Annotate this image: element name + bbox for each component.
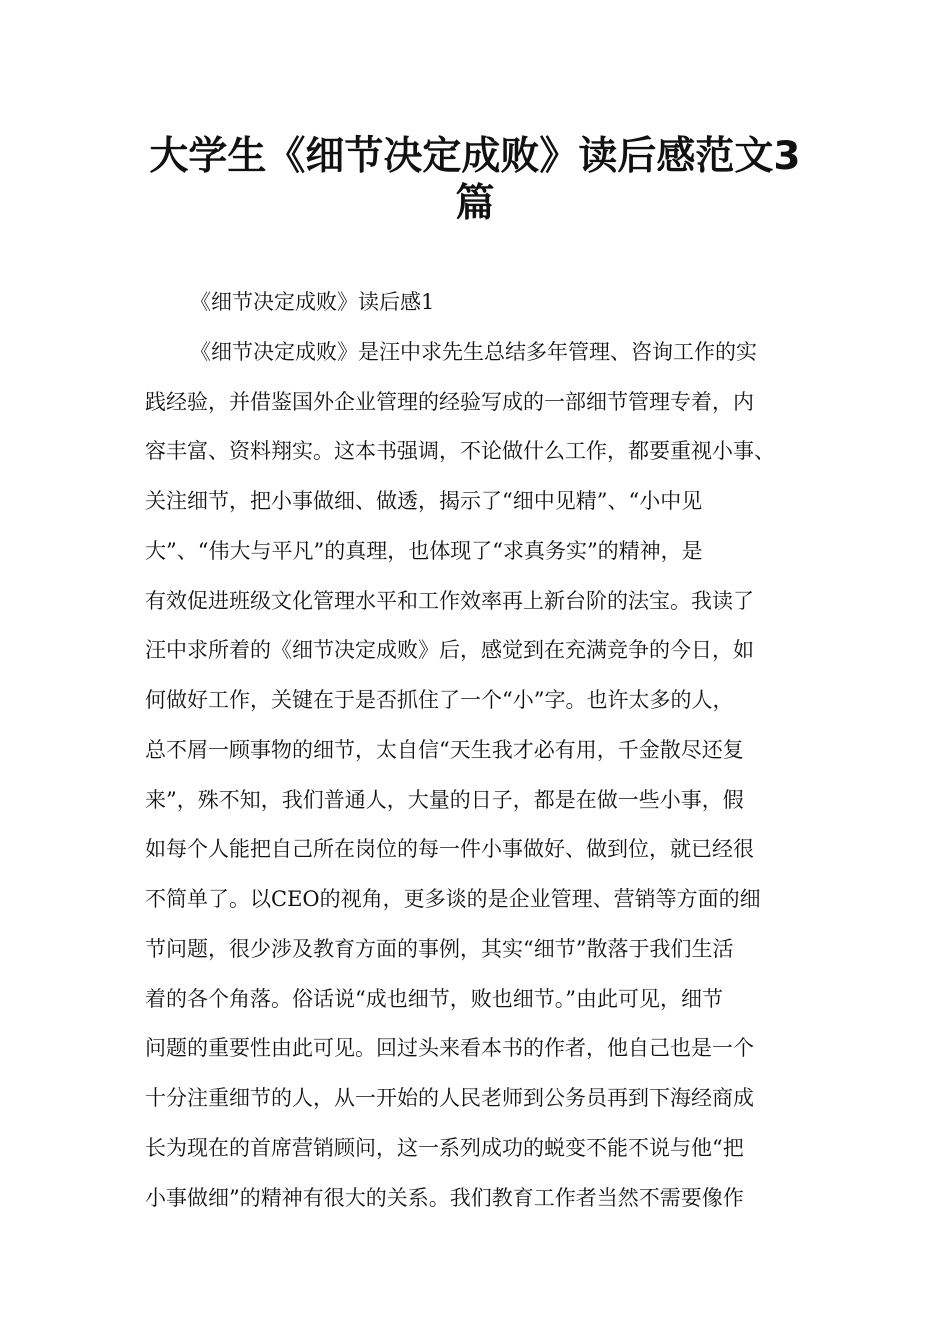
paragraph-line: 有效促进班级文化管理水平和工作效率再上新台阶的法宝。我读了 (145, 589, 754, 613)
paragraph-line: 着的各个角落。俗话说“成也细节，败也细节。”由此可见，细节 (145, 987, 723, 1011)
paragraph-line: 汪中求所着的《细节决定成败》后，感觉到在充满竞争的今日，如 (145, 638, 754, 662)
paragraph-line: 总不屑一顾事物的细节，太自信“天生我才必有用，千金散尽还复 (145, 738, 744, 762)
paragraph-line: 节问题，很少涉及教育方面的事例，其实“细节”散落于我们生活 (145, 937, 734, 961)
paragraph-line: 小事做细”的精神有很大的关系。我们教育工作者当然不需要像作 (145, 1186, 744, 1210)
paragraph-line: 如每个人能把自己所在岗位的每一件小事做好、做到位，就已经很 (145, 837, 754, 861)
paragraph-line: 《细节决定成败》是汪中求先生总结多年管理、咨询工作的实 (190, 340, 757, 364)
paragraph-line: 关注细节，把小事做细、做透，揭示了“细中见精”、“小中见 (145, 489, 703, 513)
paragraph-line: 容丰富、资料翔实。这本书强调，不论做什么工作，都要重视小事、 (145, 439, 775, 463)
paragraph-line: 践经验，并借鉴国外企业管理的经验写成的一部细节管理专着，内 (145, 390, 754, 414)
paragraph-line: 不简单了。以CEO的视角，更多谈的是企业管理、营销等方面的细 (145, 887, 761, 911)
paragraph-line: 问题的重要性由此可见。回过头来看本书的作者，他自己也是一个 (145, 1036, 754, 1060)
paragraph-line: 十分注重细节的人，从一开始的人民老师到公务员再到下海经商成 (145, 1086, 754, 1110)
paragraph-line: 何做好工作，关键在于是否抓住了一个“小”字。也许太多的人， (145, 688, 734, 712)
document-title-line-2: 篇 (455, 181, 495, 226)
section-heading: 《细节决定成败》读后感1 (190, 290, 435, 314)
document-title-line-1: 大学生《细节决定成败》读后感范文3 (149, 134, 801, 179)
paragraph-line: 大”、“伟大与平凡”的真理，也体现了“求真务实”的精神，是 (145, 539, 703, 563)
paragraph-line: 长为现在的首席营销顾问，这一系列成功的蜕变不能不说与他“把 (145, 1136, 744, 1160)
paragraph-line: 来”，殊不知，我们普通人，大量的日子，都是在做一些小事，假 (145, 788, 744, 812)
